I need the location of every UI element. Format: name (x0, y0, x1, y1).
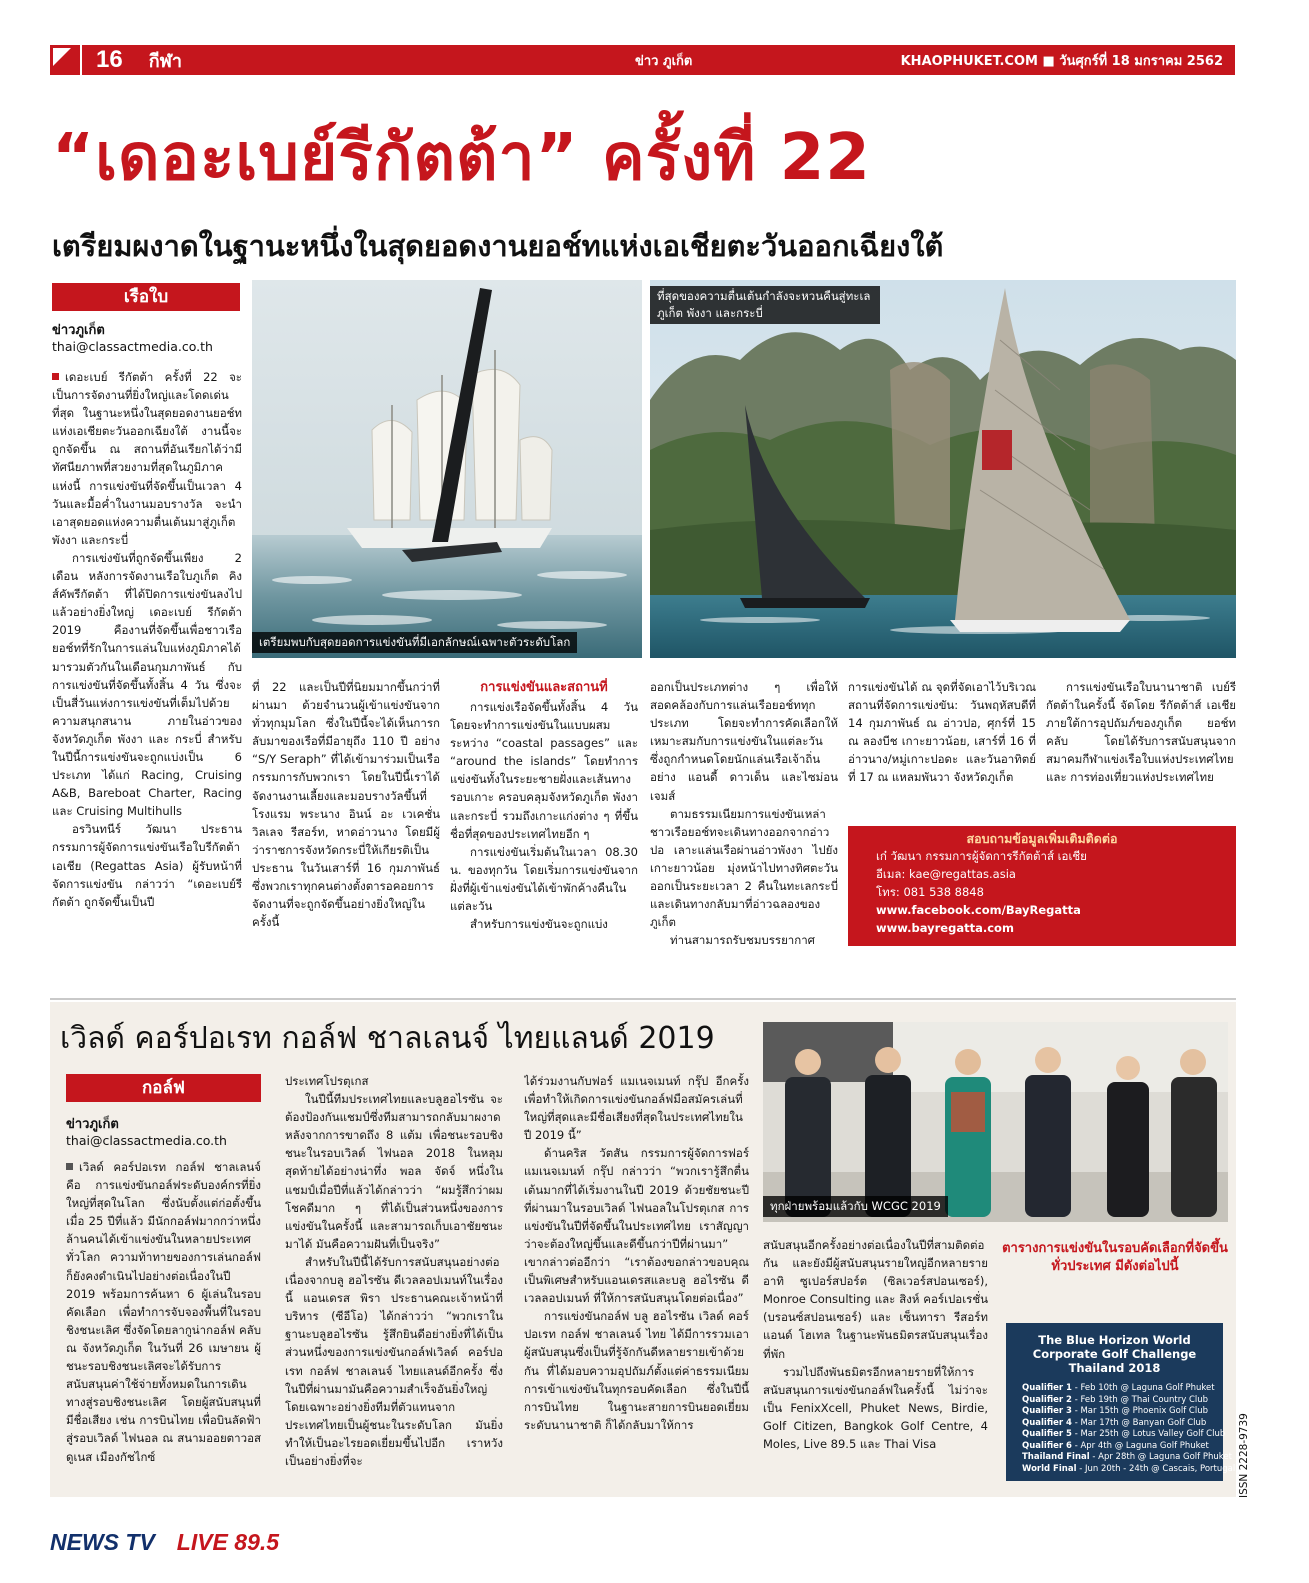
article1-column-6: การแข่งขันเรือใบนานาชาติ เบย์รีกัตต้าในครั้งนี้ จัดโดย รีกัตต้าส์ เอเชีย ภายใต้การอุปถัมภ์ของภูเก็ต ยอช์ท คลับ โดยได้รับการสนับสนุนจากสมาคมกีฬาแข่งเรือใบแห่งประเทศไทย และ การท่องเที่ยวแห่งประเทศไทย (1046, 680, 1236, 785)
article2-column-2: ประเทศโปรตุเกส ในปีนี้ทีมประเทศไทยและบลูฮอไรซัน จะต้องป้องกันแชมป์ซึ่งทีมสามารถกลับมาผงาดหลังจากการขาดถึง 8 แต้ม เพื่อชนะรอบชิงชนะในรอบเวิลด์ ไฟนอล 2018 ในหลุมสุดท้ายได้อย่างน่าทึ่ง พอล จัดจ์ หนึ่งในแชมป์เมื่อปีที่แล้วได้กล่าวว่า “ผมรู้สึกว่าผมโชคดีมาก ๆ ที่ได้เป็นส่วนหนึ่งของการแข่งขันในครั้งนี้ และสามารถเก็บเอาชัยชนะมาได้ มันคือความฝันที่เป็นจริง” สำหรับในปีนี้ได้รับการสนับสนุนอย่างต่อเนื่องจากบลู ฮอไรซัน ดีเวลลอปเมนท์ในเรื่องนี้ แอนเดรส พิรา ประธานคณะเจ้าหน้าที่บริหาร (ซีอีโอ) ได้กล่าวว่า “พวกเราในฐานะบลูฮอไรซัน รู้สึกยินดีอย่างยิ่งที่ได้เป็นส่วนหนึ่งของการแข่งขันกอล์ฟเวิลด์ คอร์ปอเรท กอล์ฟ ชาลเลนจ์ ไทยแลนด์อีกครั้ง ซึ่งในปีที่ผ่านมามันคือความสำเร็จอันยิ่งใหญ่ โดยเฉพาะอย่างยิ่งทีมที่ตัวแทนจากประเทศไทยเป็นผู้ชนะในระดับโลก มันยิ่งทำให้เป็นอะไรยอดเยี่ยมขึ้นไปอีก เราหวังเป็นอย่างยิ่งที่จะ (285, 1074, 503, 1468)
schedule-row: Qualifier 2 - Feb 19th @ Thai Country Club (1022, 1394, 1209, 1405)
schedule-box (1006, 1323, 1236, 1481)
main-subheadline: เตรียมผงาดในฐานะหนึ่งในสุดยอดงานยอช์ทแห่งเอเชียตะวันออกเฉียงใต้ (52, 229, 944, 263)
schedule-row: Qualifier 5 - Mar 25th @ Lotus Valley Golf Club (1022, 1429, 1226, 1439)
article1-column-3: การแข่งขันและสถานที่ การแข่งเรือจัดขึ้นทั้งสิ้น 4 วัน โดยจะทำการแข่งขันในแบบผสมระหว่าง “coastal passages” และ “around the islands” โดยทำการแข่งขันทั้งในระยะชายฝั่งและเส้นทางรอบเกาะ ครอบคลุมจังหวัดภูเก็ต พังงา และกระบี่ รวมถึงเกาะแก่งต่าง ๆ ที่ขึ้นชื่อที่สุดของประเทศไทยอีก ๆ การแข่งขันเริ่มต้นในเวลา 08.30 น. ของทุกวัน โดยเริ่มการแข่งขันจากฝั่งที่ผู้เข้าแข่งขันได้เข้าพักค้างคืนในแต่ละวัน สำหรับการแข่งขันจะถูกแบ่ง (450, 680, 638, 932)
section-divider (50, 998, 1236, 1000)
contact-facebook-link[interactable]: www.facebook.com/BayRegatta (876, 903, 1081, 917)
schedule-row: World Final - Jun 20th - 24th @ Cascais, Portugal (1022, 1463, 1236, 1474)
photo1-caption: เตรียมพบกับสุดยอดการแข่งขันที่มีเอกลักษณ์เฉพาะตัวระดับโลก (252, 632, 577, 653)
subhead-race-venue: การแข่งขันและสถานที่ (480, 680, 608, 695)
live-radio-logo: LIVE 89.5 (176, 1528, 280, 1555)
section-tag-golf: กอล์ฟ (66, 1074, 261, 1102)
photo-karst-yachts (650, 280, 1236, 658)
article2-column-1: เวิลด์ คอร์ปอเรท กอล์ฟ ชาลเลนจ์ คือ การแข่งขันกอล์ฟระดับองค์กรที่ยิ่งใหญ่ที่สุดในโลก ซึ่งนับตั้งแต่ก่อตั้งขึ้นเมื่อ 25 ปีที่แล้ว มีนักกอล์ฟมากกว่าหนึ่งล้านคนได้เข้าแข่งขันในหลายประเทศทั่วโลก ความท้าทายของการเล่นกอล์ฟก็ยังคงดำเนินไปอย่างต่อเนื่องในปี 2019 พร้อมการค้นหา 6 ผู้เล่นในรอบคัดเลือก เพื่อทำการจับจองพื้นที่ในรอบชิงชนะเลิศ ซึ่งจัดโดยลากูน่ากอล์ฟ คลับ ณ จังหวัดภูเก็ต ในวันที่ 26 เมษายน ผู้ชนะรอบชิงชนะเลิศจะได้รับการสนับสนุนค่าใช้จ่ายทั้งหมดในการเดินทางสู่รอบชิงชนะเลิศ โดยผู้สนับสนุนที่มีชื่อเสียง เช่น การบินไทย เพื่อบินลัดฟ้าสู่รอบเวิลด์ ไฟนอล ณ สนามออยตาวอส ดูเนส เมืองกัชไกซ์ (66, 1160, 261, 1464)
footer-logos (50, 1522, 279, 1562)
corner-triangle-icon (53, 48, 71, 66)
byline-email[interactable]: thai@classactmedia.co.th (66, 1133, 227, 1148)
contact-title: สอบถามข้อมูลเพิ่มเติมติดต่อ (966, 831, 1118, 846)
byline-name: ข่าวภูเก็ต (66, 1117, 119, 1132)
photo-golf-group (763, 1022, 1228, 1222)
article1-column-5: การแข่งขันได้ ณ จุดที่จัดเอาไว้บริเวณสถานที่จัดการแข่งขัน: วันพฤหัสบดีที่ 14 กุมภาพันธ์ ณ อ่าวปอ, ศุกร์ที่ 15 ณ ลองบีช เกาะยาวน้อย, เสาร์ที่ 16 ที่ อ่าวนาง/หมู่เกาะปอดะ และวันอาทิตย์ที่ 17 ณ แหลมพันวา จังหวัดภูเก็ต (848, 680, 1036, 785)
section-tag-sailing: เรือใบ (52, 283, 240, 311)
schedule-row: Qualifier 6 - Apr 4th @ Laguna Golf Phuket (1022, 1440, 1209, 1451)
schedule-title: The Blue Horizon World Corporate Golf Challenge Thailand 2018 (1032, 1333, 1197, 1375)
byline-name: ข่าวภูเก็ต (52, 323, 105, 338)
article1-column-1: เดอะเบย์ รีกัตต้า ครั้งที่ 22 จะเป็นการจัดงานที่ยิ่งใหญ่และโดดเด่นที่สุด ในฐานะหนึ่งในสุดยอดงานยอช์ทแห่งเอเชียตะวันออกเฉียงใต้ งานนี้จะถูกจัดขึ้น ณ สถานที่อันเรียกได้ว่ามีทัศนียภาพที่สวยงามที่สุดในภูมิภาคแห่งนี้ การแข่งขันที่จัดขึ้นเป็นเวลา 4 วันและมื้อค่ำในงานมอบรางวัล จะนำเอาสุดยอดแห่งความตื่นเต้นมาสู่ภูเก็ต พังงา และกระบี่ การแข่งขันที่ถูกจัดขึ้นเพียง 2 เดือน หลังการจัดงานเรือใบภูเก็ต คิงส์คัพรีกัตต้า ที่ได้ปิดการแข่งขันลงไปแล้วอย่างยิ่งใหญ่ เดอะเบย์ รีกัตต้า 2019 คืองานที่จัดขึ้นเพื่อชาวเรือยอช์ทที่รักในการแล่นใบแห่งภูมิภาคได้มารวมตัวกันในเดือนกุมภาพันธ์ กับการแข่งขันที่จัดขึ้นทั้งสิ้น 4 วัน ซึ่งจะเป็นสี่วันแห่งการแข่งขันที่เต็มไปด้วยความสนุกสนาน ภายในอ่าวของจังหวัดภูเก็ต พังงา และ กระบี่ สำหรับในปีนี้การแข่งขันจะถูกแบ่งเป็น 6 ประเภท ได้แก่ Racing, Cruising A&B, Bareboat Charter, Racing และ Cruising Multihulls อรวินทนีร์ วัฒนา ประธานกรรมการผู้จัดการแข่งขันเรือใบรีกัตต้า เอเชีย (Regattas Asia) ผู้รับหน้าที่จัดการแข่งขัน กล่าวว่า “เดอะเบย์รีกัตต้า ถูกจัดขึ้นเป็นปี (52, 370, 242, 909)
article2-byline (66, 1117, 266, 1149)
main-headline: “เดอะเบย์รีกัตต้า” ครั้งที่ 22 (52, 121, 871, 195)
header-divider (80, 45, 82, 75)
photo-tall-ship (252, 280, 642, 658)
contact-website-link[interactable]: www.bayregatta.com (876, 921, 1014, 935)
golf-photo-caption: ทุกฝ่ายพร้อมแล้วกับ WCGC 2019 (763, 1196, 948, 1217)
contact-email[interactable]: อีเมล: kae@regattas.asia (876, 867, 1016, 881)
page-number: 16 (96, 46, 123, 73)
schedule-heading: ตารางการแข่งขันในรอบคัดเลือกที่จัดขึ้นทั่วประเทศ มีดังต่อไปนี้ (1002, 1241, 1228, 1274)
golf-group-illustration (763, 1022, 1228, 1222)
article2-column-3: ได้ร่วมงานกับฟอร์ แมเนจเมนท์ กรุ๊ป อีกครั้ง เพื่อทำให้เกิดการแข่งขันกอล์ฟมือสมัครเล่นที่ใหญ่ที่สุดและมีชื่อเสียงที่สุดในประเทศไทยในปี 2019 นี้” ด้านคริส วัตสัน กรรมการผู้จัดการฟอร์ แมเนจเมนท์ กรุ๊ป กล่าวว่า “พวกเรารู้สึกตื่นเต้นมากที่ได้เริ่มงานในปี 2019 ด้วยชัยชนะปีที่ผ่านมาในรอบเวิลด์ ไฟนอลในโปรตุเกส การแข่งขันในปีที่จัดขึ้นในประเทศไทย เราสัญญาว่าจะต้องใหญ่ขึ้นและดีขึ้นกว่าปีที่ผ่านมา” เขากล่าวต่ออีกว่า “เราต้องขอกล่าวขอบคุณเป็นพิเศษสำหรับแอนเดรสและบลู ฮอไรซัน ดีเวลลอปเมนท์ ที่ให้การสนับสนุนโดยต่อเนื่อง” การแข่งขันกอล์ฟ บลู ฮอไรซัน เวิลด์ คอร์ปอเรท กอล์ฟ ชาลเลนจ์ ไทย ได้มีการรวมเอาผู้สนับสนุนซึ่งเป็นที่รู้จักกันดีหลายรายเข้าด้วยกัน ที่ได้มอบความอุปถัมภ์ตั้งแต่ค่าธรรมเนียมการเข้าแข่งขันในทุกรอบคัดเลือก ซึ่งในปีนี้การบินไทย ในฐานะสายการบินยอดเยี่ยมระดับนานาชาติ ก็ได้กลับมาให้การ (524, 1074, 749, 1432)
schedule-row: Qualifier 1 - Feb 10th @ Laguna Golf Phuket (1022, 1383, 1215, 1393)
photo2-caption: ที่สุดของความตื่นเต้นกำลังจะหวนคืนสู่ทะเล ภูเก็ต พังงา และกระบี่ (650, 286, 880, 324)
tall-ship-illustration (252, 280, 642, 658)
page-header-bar (50, 45, 1235, 75)
schedule-list (1006, 1383, 1236, 1475)
article1-byline (52, 323, 242, 355)
golf-headline: เวิลด์ คอร์ปอเรท กอล์ฟ ชาลเลนจ์ ไทยแลนด์ 2019 (60, 1021, 715, 1056)
issn-number: ISSN 2228-9739 (1238, 1413, 1250, 1498)
site-and-date: KHAOPHUKET.COM ■ วันศุกร์ที่ 18 มกราคม 2562 (900, 53, 1223, 69)
brand-logo: ข่าว ภูเก็ต (635, 53, 693, 69)
contact-name: เก๋ วัฒนา กรรมการผู้จัดการรีกัตต้าส์ เอเชีย (876, 849, 1087, 863)
bullet-icon (66, 1163, 73, 1170)
article2-column-4: สนับสนุนอีกครั้งอย่างต่อเนื่องในปีที่สามติดต่อกัน และยังมีผู้สนับสนุนรายใหญ่อีกหลายราย อาทิ ซูเปอร์สปอร์ต (ซิลเวอร์สปอนเซอร์), Monroe Consulting และ สิงห์ คอร์เปอเรชั่น (บรอนซ์สปอนเซอร์) และ เซ็นทารา รีสอร์ท แอนด์ โฮเทล ในฐานะพันธมิตรสนับสนุนเรื่องที่พัก รวมไปถึงพันธมิตรอีกหลายรายที่ให้การสนับสนุนการแข่งขันกอล์ฟในครั้งนี้ ไม่ว่าจะเป็น FenixXcell, Phuket News, Birdie, Golf Citizen, Bangkok Golf Centre, 4 Moles, Live 89.5 และ Thai Visa (763, 1238, 988, 1452)
contact-phone: โทร: 081 538 8848 (876, 885, 984, 899)
karst-yachts-illustration (650, 280, 1236, 658)
contact-box (848, 826, 1236, 946)
news-tv-logo: NEWS TV (50, 1528, 155, 1555)
bullet-icon (52, 373, 59, 380)
byline-email[interactable]: thai@classactmedia.co.th (52, 339, 213, 354)
article1-column-2: ที่ 22 และเป็นปีที่นิยมมากขึ้นกว่าที่ผ่านมา ด้วยจำนวนผู้เข้าแข่งขันจากทั่วทุกมุมโลก ซึ่งในปีนี้จะได้เห็นการกลับมาของเรือที่มีอายุถึง 110 ปี อย่าง “S/Y Seraph” ที่ได้เข้ามาร่วมเป็นเรือกรรมการกับพวกเรา โดยในปีนี้เราได้จัดงานงานเลี้ยงและมอบรางวัลขึ้นที่โรงแรม พระนาง อินน์ อะ เวเคชั่น วิลเลจ รีสอร์ท, หาดอ่าวนาง โดยมีผู้ว่าราชการจังหวัดกระบี่ให้เกียรติเป็นประธาน ในวันเสาร์ที่ 16 กุมภาพันธ์ ซึ่งพวกเราทุกคนต่างตั้งตารอคอยการจัดงานที่จะถูกจัดขึ้นอย่างยิ่งใหญ่ในครั้งนี้ (252, 680, 440, 930)
article1-column-4: ออกเป็นประเภทต่าง ๆ เพื่อให้สอดคล้องกับการแล่นเรือยอช์ททุกประเภท โดยจะทำการคัดเลือกให้เหมาะสมกับการแข่งขันในแต่ละวัน ซึ่งถูกกำหนดโดยนักแล่นเรือเจ้าถิ่นอย่าง แอนดี้ ดาวเด็น และไซม่อน เจมส์ ตามธรรมเนียมการแข่งขันเหล่าชาวเรือยอช์ทจะเดินทางออกจากอ่าวปอ เลาะแล่นเรือผ่านอ่าวพังงา ไปยังเกาะยาวน้อย มุ่งหน้าไปทางทิศตะวันออกเป็นระยะเวลา 2 คืนในทะเลกระบี่ และเดินทางกลับมาที่อ่าวฉลองของภูเก็ต ท่านสามารถรับชมบรรยากาศ (650, 680, 838, 948)
schedule-row: Thailand Final - Apr 28th @ Laguna Golf Phuket (1022, 1452, 1232, 1462)
section-name: กีฬา (148, 50, 183, 72)
schedule-row: Qualifier 4 - Mar 17th @ Banyan Golf Club (1022, 1417, 1207, 1428)
schedule-row: Qualifier 3 - Mar 15th @ Phoenix Golf Club (1022, 1406, 1208, 1416)
